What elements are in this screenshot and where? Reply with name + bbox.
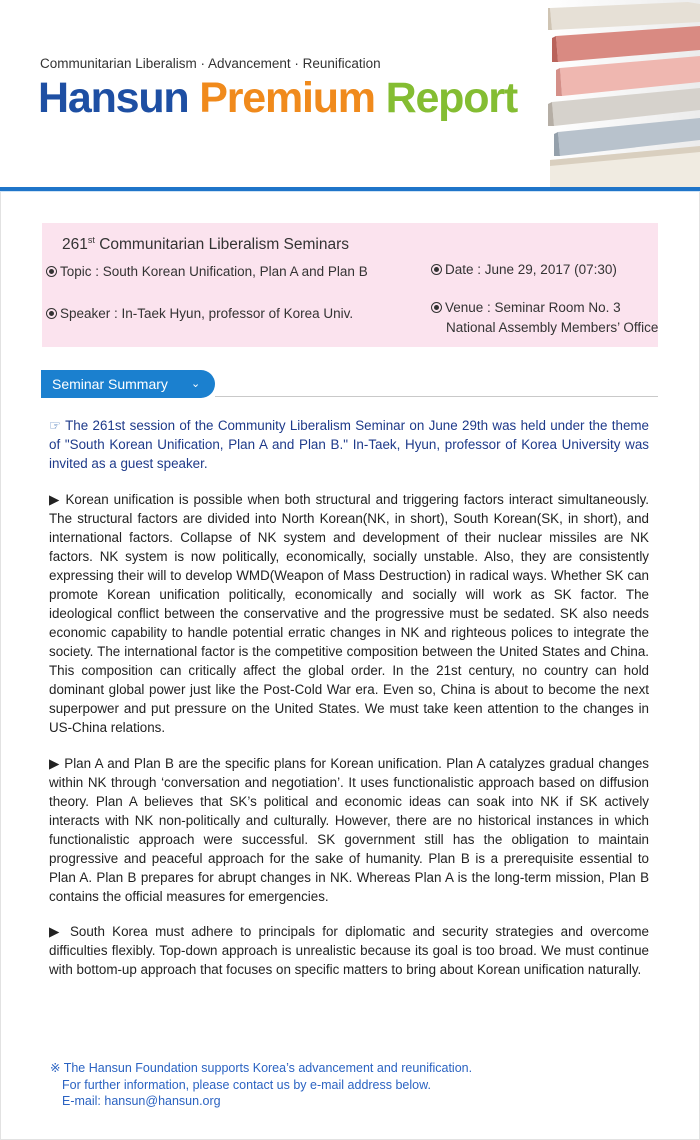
bullet-icon — [46, 266, 57, 277]
seminar-number: 261 — [62, 236, 88, 254]
seminar-topic — [46, 264, 368, 279]
seminar-summary-tab[interactable] — [41, 370, 215, 398]
summary-paragraph-2: ▶ Plan A and Plan B are the specific plans for Korean unification. Plan A catalyzes gradual changes within NK through ‘conversation and negotiation’. It uses functionalistic approach based on diffusion theory. Plan A believes that SK’s political and economic ideas can soak into NK if SK actively interacts with NK non-politically and culturally. However, there are no historical instances in which functionalistic approach were successful. SK government still has the obligation to maintain progressive and peaceful approach for the sake of humanity. Plan B is a prerequisite essential to Plan A. Plan B prepares for abrupt changes in NK. Whereas Plan A is the long-term mission, Plan B contains the official measures for emergencies. — [49, 756, 649, 904]
summary-divider — [215, 396, 658, 397]
brand-word-premium: Premium — [199, 74, 375, 122]
seminar-date — [431, 262, 617, 277]
brand-word-report: Report — [385, 74, 517, 122]
chevron-down-icon: ⌄ — [191, 378, 201, 390]
seminar-info-box — [42, 223, 658, 347]
header-divider-shadow — [0, 191, 700, 192]
seminar-speaker — [46, 306, 353, 321]
footer-note — [50, 1060, 472, 1110]
summary-intro-text: The 261st session of the Community Liberalism Seminar on June 29th was held under the theme of "South Korean Unification, Plan A and Plan B." In-Taek, Hyun, professor of Korea University was invited as a guest speaker. — [49, 418, 649, 471]
seminar-topic-text: Topic : South Korean Unification, Plan A and Plan B — [60, 264, 368, 279]
seminar-venue — [431, 300, 621, 315]
brand-title — [38, 72, 517, 124]
seminar-title-text: Communitarian Liberalism Seminars — [94, 236, 350, 254]
summary-intro-paragraph — [49, 416, 649, 473]
bullet-icon — [431, 302, 442, 313]
pointing-hand-icon: ☞ — [49, 418, 62, 433]
footer-email[interactable]: E-mail: hansun@hansun.org — [62, 1094, 221, 1108]
seminar-date-text: Date : June 29, 2017 (07:30) — [445, 262, 617, 277]
brand-word-hansun: Hansun — [38, 74, 189, 122]
seminar-speaker-text: Speaker : In-Taek Hyun, professor of Korea Univ. — [60, 306, 354, 321]
summary-paragraph-1: ▶ Korean unification is possible when both structural and triggering factors interact simultaneously. The structural factors are divided into North Korean(NK, in short), South Korean(SK, in short), and international factors. Collapse of NK system and development of their nuclear missiles are NK factors. NK system is now politically, economically, socially unstable. Also, they are consistently expressing their will to develop WMD(Weapon of Mass Destruction) in radical ways. Whether SK can promote Korean unification politically, economically and socially will work as SK factor. The ideological conflict between the conservative and the progressive must be sedated. SK also needs economic capability to handle potential erratic changes in NK and righteous polices to integrate the society. The international factor is the competitive composition between the United States and China. This composition can critically affect the global order. In the 21st century, no country can hold dominant global power just like the Post-Cold War era. Even so, China is about to become the next superpower and put pressure on the United States. We must take keen attention to the changes in US-China relations. — [49, 492, 649, 735]
footer-line-1: ※ The Hansun Foundation supports Korea’s advancement and reunification. — [50, 1061, 473, 1075]
bullet-icon — [46, 308, 57, 319]
summary-paragraph-3: ▶ South Korea must adhere to principals for diplomatic and security strategies and overcome difficulties flexibly. Top-down approach is unrealistic because its goal is too broad. We must continue with bottom-up approach that focuses on specific matters to bring about Korean unification naturally. — [49, 924, 649, 977]
header-tagline: Communitarian Liberalism · Advancement · Reunification — [40, 56, 381, 71]
seminar-number-suffix: st — [87, 235, 95, 245]
seminar-venue-line1: Venue : Seminar Room No. 3 — [445, 300, 621, 315]
seminar-summary-label: Seminar Summary — [52, 376, 168, 392]
seminar-venue-line2: National Assembly Members’ Office — [446, 320, 659, 335]
bullet-icon — [431, 264, 442, 275]
seminar-title — [62, 235, 349, 254]
books-illustration — [548, 0, 700, 188]
footer-line-2: For further information, please contact us by e-mail address below. — [62, 1077, 431, 1092]
report-header — [0, 0, 700, 192]
